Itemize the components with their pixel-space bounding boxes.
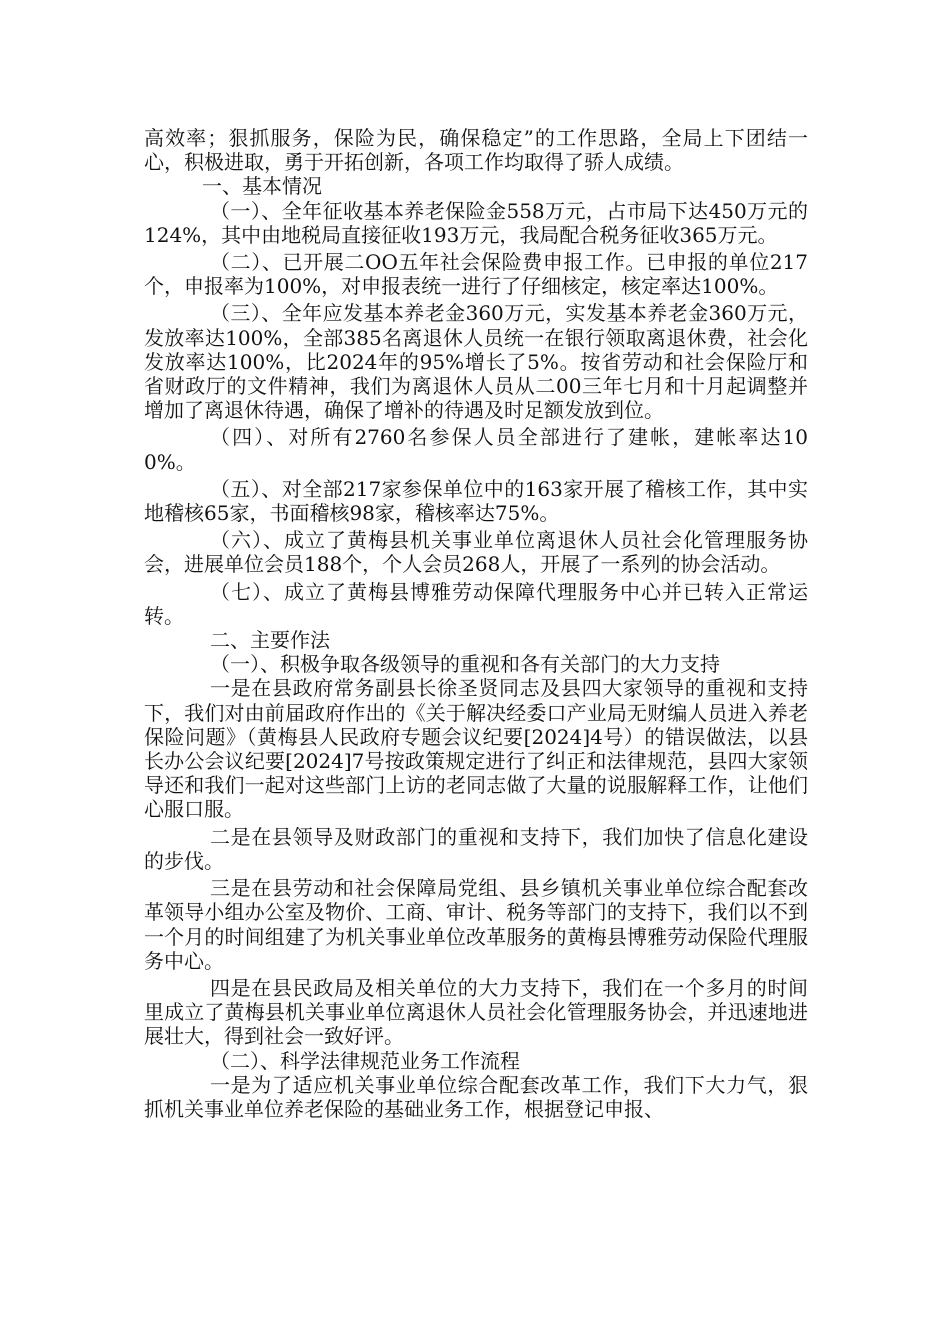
document-body — [144, 126, 808, 1121]
paragraph-practice-4: 四是在县民政局及相关单位的大力支持下，我们在一个多月的时间里成立了黄梅县机关事业单位离退休人员社会化管理服务协会，并迅速地进展壮大，得到社会一致好评。 — [144, 975, 808, 1049]
paragraph-workflow-1: 一是为了适应机关事业单位综合配套改革工作，我们下大力气，狠抓机关事业单位养老保险的基础业务工作，根据登记申报、 — [144, 1072, 808, 1121]
paragraph-practice-3: 三是在县劳动和社会保障局党组、县乡镇机关事业单位综合配套改革领导小组办公室及物价、工商、审计、税务等部门的支持下，我们以不到一个月的时间组建了为机关事业单位改革服务的黄梅县博雅劳动保险代理服务中心。 — [144, 876, 808, 973]
paragraph-item-5: （五）、对全部217家参保单位中的163家开展了稽核工作，其中实地稽核65家，书面稽核98家，稽核率达75%。 — [144, 476, 808, 526]
paragraph-item-6: （六）、成立了黄梅县机关事业单位离退休人员社会化管理服务协会，进展单位会员188个，个人会员268人，开展了一系列的协会活动。 — [144, 528, 808, 577]
paragraph-item-3: （三）、全年应发基本养老金360万元，实发基本养老金360万元，发放率达100%，全部385名离退休人员统一在银行领取离退休费，社会化发放率达100%，比2024年的95%增长了5%。按省劳动和社会保险厅和省财政厅的文件精神，我们为离退休人员从二00三年七月和十月起调整并增加了离退休待遇，确保了增补的待遇及时足额发放到位。 — [144, 301, 808, 423]
paragraph-item-4: （四）、对所有2760名参保人员全部进行了建帐，建帐率达100%。 — [144, 425, 808, 474]
paragraph-practice-2: 二是在县领导及财政部门的重视和支持下，我们加快了信息化建设的步伐。 — [144, 824, 808, 873]
paragraph-item-1: （一）、全年征收基本养老保险金558万元，占市局下达450万元的124%，其中由地税局直接征收193万元，我局配合税务征收365万元。 — [144, 198, 808, 247]
section-heading-main-practices: 二、主要作法 — [210, 628, 330, 653]
subsection-heading-leadership-support: （一）、积极争取各级领导的重视和各有关部门的大力支持 — [210, 652, 720, 677]
section-heading-basic-situation: 一、基本情况 — [202, 174, 322, 199]
paragraph-practice-1: 一是在县政府常务副县长徐圣贤同志及县四大家领导的重视和支持下，我们对由前届政府作出的《关于解决经委口产业局无财编人员进入养老保险问题》（黄梅县人民政府专题会议纪要[2024]4号）的错误做法，以县长办公会议纪要[2024]7号按政策规定进行了纠正和法律规范，县四大家领导还和我们一起对这些部门上访的老同志做了大量的说服解释工作，让他们心服口服。 — [144, 676, 808, 822]
subsection-heading-workflow: （二）、科学法律规范业务工作流程 — [210, 1048, 520, 1073]
paragraph-intro-continuation: 高效率；狠抓服务，保险为民，确保稳定”的工作思路，全局上下团结一心，积极进取，勇于开拓创新，各项工作均取得了骄人成绩。 — [144, 126, 808, 175]
paragraph-item-2: （二）、已开展二OO五年社会保险费申报工作。已申报的单位217个，申报率为100%，对申报表统一进行了仔细核定，核定率达100%。 — [144, 250, 808, 299]
paragraph-item-7: （七）、成立了黄梅县博雅劳动保障代理服务中心并已转入正常运转。 — [144, 579, 808, 628]
